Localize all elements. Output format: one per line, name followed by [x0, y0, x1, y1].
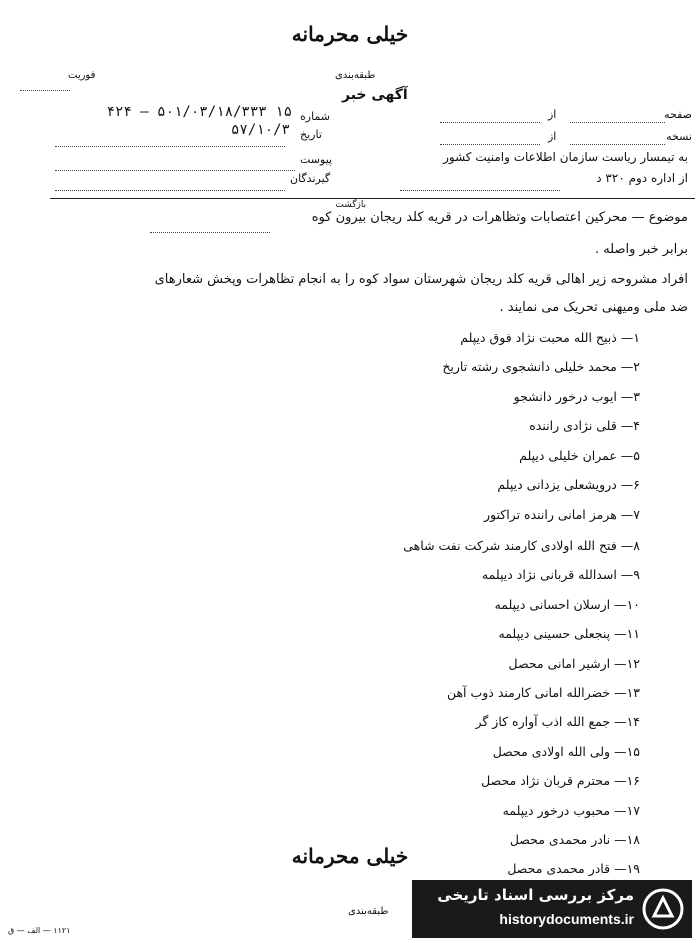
list-item: ۶— درویشعلی یزدانی دیپلم — [497, 477, 640, 492]
list-item: ۱۶— محترم قربان نژاد محصل — [481, 773, 640, 788]
subject-dots — [150, 222, 270, 233]
from-line-dots — [400, 180, 560, 191]
date-line — [55, 136, 285, 147]
body-line-2: افراد مشروحه زیر اهالی قریه کلد ریجان شهرستان سواد کوه را به انجام تظاهرات وپخش شعارهای — [154, 272, 688, 287]
urgency-line — [20, 80, 70, 91]
copy-from-label: از — [548, 130, 557, 143]
to-line: به تیمسار ریاست سازمان اطلاعات وامنیت کشور — [443, 150, 688, 164]
header-rule — [50, 198, 695, 199]
list-item: ۱۵— ولی الله اولادی محصل — [492, 744, 640, 759]
body-line-3: ضد ملی ومیهنی تحریک می نمایند . — [499, 300, 688, 315]
subject-line: موضوع — محرکین اعتصابات وتظاهرات در قریه کلد ریجان بازگشت بیرون کوه — [311, 200, 688, 225]
attachment-line — [55, 160, 295, 171]
list-item: ۲— محمد خلیلی دانشجوی رشته تاریخ — [442, 359, 640, 374]
classification-bottom: خیلی محرمانه — [291, 844, 409, 868]
subject-suffix: بیرون کوه — [311, 210, 367, 225]
list-item: ۱۲— ارشیر امانی محصل — [508, 656, 640, 671]
list-item: ۵— عمران خلیلی دیپلم — [519, 448, 640, 463]
list-item: ۱۱— پنجعلی حسینی دیپلمه — [498, 626, 640, 641]
list-item: ۷— هرمز امانی راننده تراکتور — [483, 507, 640, 522]
urgency-label: فوریت — [68, 70, 96, 81]
page-from-field — [440, 112, 540, 123]
subject-interline: بازگشت — [335, 200, 367, 210]
copy-from-field — [440, 134, 540, 145]
body-line-1: برابر خبر واصله . — [594, 242, 688, 257]
from-line: از اداره دوم ۳۲۰ د — [596, 171, 688, 185]
subject-text: محرکین اعتصابات وتظاهرات در قریه کلد ریجان — [370, 210, 628, 225]
list-item: ۸— فتح الله اولادی کارمند شرکت نفت شاهی — [403, 538, 640, 553]
archive-logo-url: historydocuments.ir — [499, 911, 634, 927]
date-value: ۵۷/۱۰/۳ — [230, 122, 290, 138]
archive-logo-text: مرکز بررسی اسناد تاریخی — [437, 886, 634, 904]
doc-type: آگهی خبر — [342, 87, 408, 103]
archive-emblem-icon — [642, 888, 684, 930]
page-from-label: از — [548, 108, 557, 121]
page-label: صفحه — [664, 108, 692, 121]
list-item: ۱۹— قادر محمدی محصل — [507, 861, 640, 876]
list-item: ۱۸— نادر محمدی محصل — [509, 832, 640, 847]
number-value: ۴۲۴ — ۵۰۱/۰۳/۱۸/۳۳۳ ۱۵ — [106, 104, 292, 120]
classification-label: طبقه‌بندی — [335, 70, 376, 81]
list-item: ۱۴— جمع الله اذب آواره کاز گر — [475, 714, 640, 729]
subject-label: موضوع — [648, 210, 688, 225]
date-label: تاریخ — [300, 128, 322, 141]
archive-logo — [412, 880, 692, 938]
list-item: ۹— اسدالله قربانی نژاد دیپلمه — [481, 567, 640, 582]
copy-label: نسخه — [666, 130, 692, 143]
page-field — [570, 112, 665, 123]
list-item: ۴— قلی نژادی راننده — [529, 418, 640, 433]
list-item: ۱۳— خضرالله امانی کارمند ذوب آهن — [446, 685, 640, 700]
classification-top: خیلی محرمانه — [291, 22, 409, 46]
attachment-label: پیوست — [300, 153, 333, 166]
list-item: ۱۰— ارسلان احسانی دیپلمه — [494, 597, 640, 612]
list-item: ۳— ایوب درخور دانشجو — [513, 389, 640, 404]
list-item: ۱۷— محبوب درخور دیپلمه — [502, 803, 640, 818]
form-code: ۱۱۲۱ — الف — ق — [8, 926, 71, 935]
recipients-label: گیرندگان — [290, 172, 331, 185]
classification-label-bottom: طبقه‌بندی — [348, 906, 389, 917]
number-label: شماره — [300, 110, 331, 123]
recipients-line — [55, 180, 285, 191]
list-item: ۱— ذبیح الله محبت نژاد فوق دیپلم — [460, 330, 640, 345]
copy-field — [570, 134, 665, 145]
